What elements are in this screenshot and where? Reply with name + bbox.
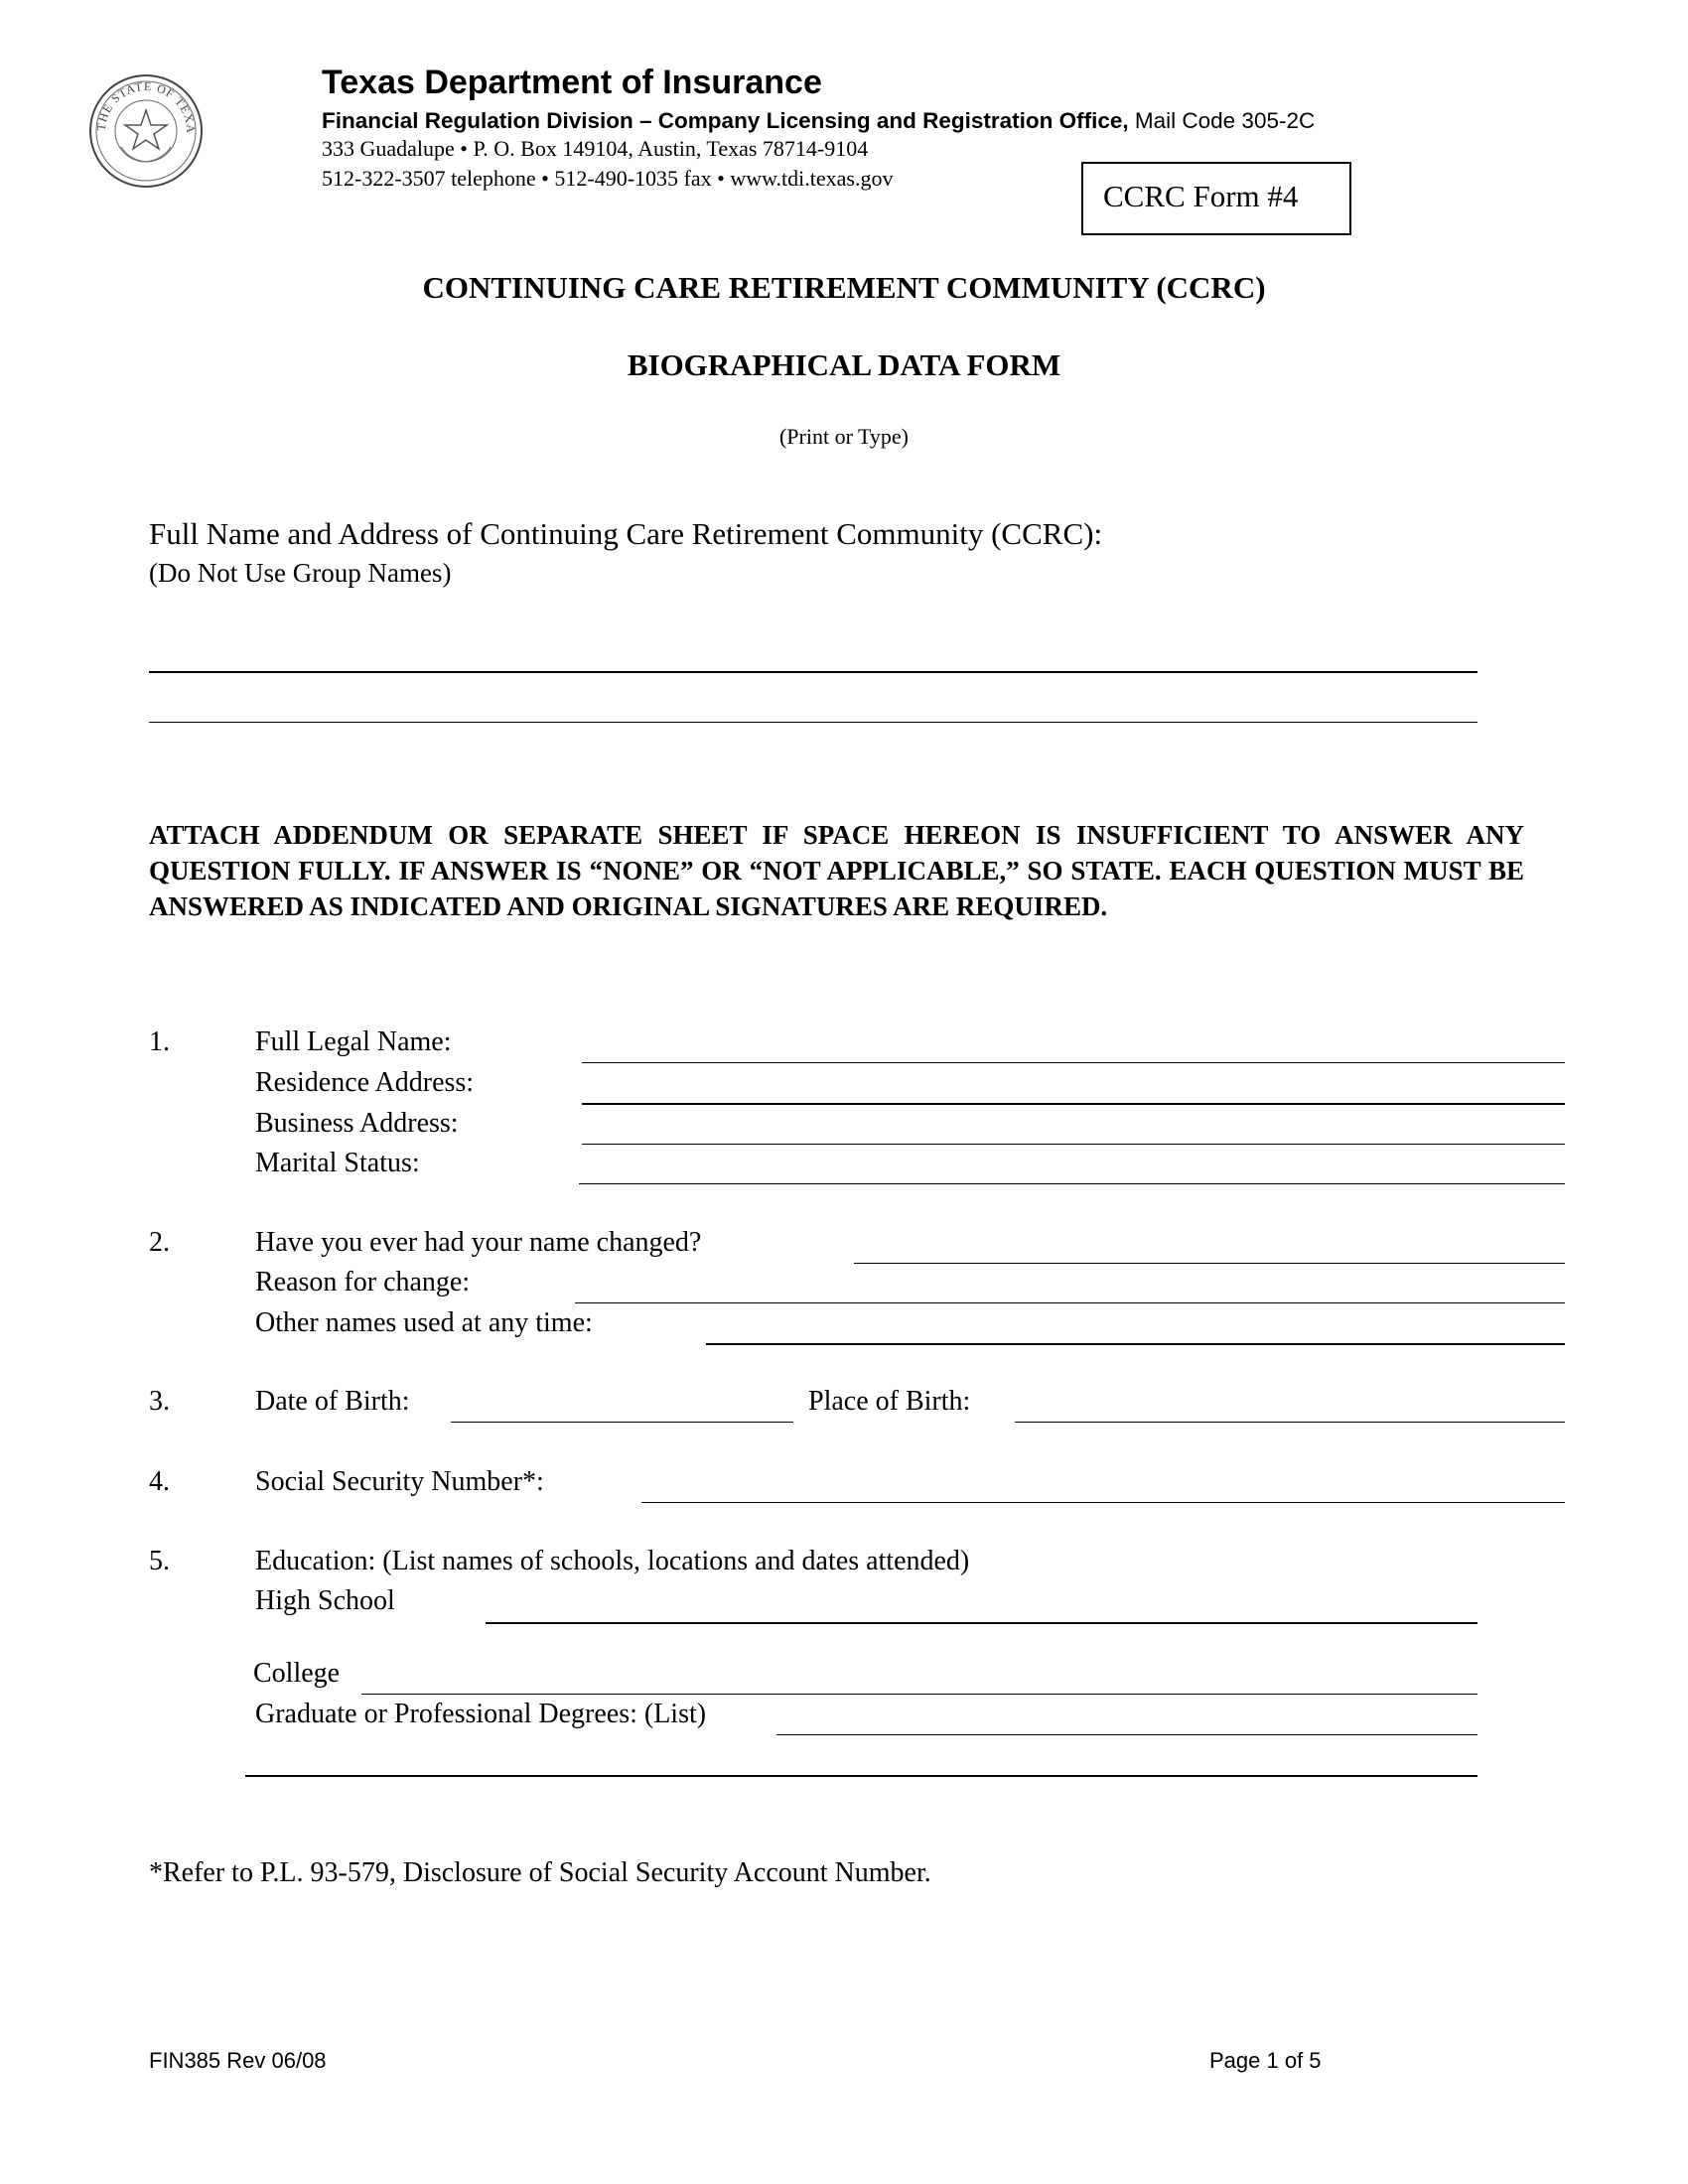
full-legal-name-label: Full Legal Name: [255,1026,452,1057]
place-of-birth-field[interactable] [1015,1397,1565,1421]
print-or-type-note: (Print or Type) [778,424,910,449]
name-changed-label: Have you ever had your name changed? [255,1227,702,1258]
date-of-birth-line [451,1422,793,1423]
form-code: FIN385 Rev 06/08 [149,2048,327,2073]
reason-for-change-field[interactable] [575,1278,1565,1301]
high-school-field[interactable] [486,1597,1477,1621]
ccrc-name-field[interactable] [149,646,1477,670]
ccrc-name-sublabel: (Do Not Use Group Names) [149,558,452,588]
place-of-birth-line [1015,1422,1565,1423]
full-legal-name-field[interactable] [582,1037,1565,1061]
marital-status-line [579,1183,1565,1184]
other-names-label: Other names used at any time: [255,1307,593,1338]
graduate-degrees-extra-field[interactable] [245,1750,1477,1774]
ccrc-address-line [149,722,1477,723]
college-label: College [253,1658,341,1689]
ssn-line [641,1502,1565,1503]
form-subtitle: BIOGRAPHICAL DATA FORM [627,347,1061,382]
agency-contact: 512-322-3507 telephone • 512-490-1035 fax • www.tdi.texas.gov [322,166,894,191]
agency-name: Texas Department of Insurance [322,64,822,101]
college-line [361,1694,1477,1695]
instructions: ATTACH ADDENDUM OR SEPARATE SHEET IF SPACE HEREON IS INSUFFICIENT TO ANSWER ANY QUESTION FULLY. IF ANSWER IS “NONE” OR “NOT APPLICABLE,” SO STATE. EACH QUESTION MUST BE ANSWERED AS INDICATED AND ORIGINAL SIGNATURES ARE REQUIRED. [149,820,1524,921]
page-number: Page 1 of 5 [1209,2048,1322,2073]
question-4-number: 4. [149,1466,170,1497]
graduate-degrees-field[interactable] [776,1709,1477,1733]
other-names-field[interactable] [706,1318,1565,1342]
date-of-birth-label: Date of Birth: [255,1386,410,1417]
ccrc-address-field[interactable] [149,697,1477,721]
place-of-birth-label: Place of Birth: [808,1386,971,1417]
date-of-birth-field[interactable] [451,1397,793,1421]
agency-address: 333 Guadalupe • P. O. Box 149104, Austin, Texas 78714-9104 [322,136,869,161]
form-title: CONTINUING CARE RETIREMENT COMMUNITY (CCRC) [422,270,1266,305]
business-address-label: Business Address: [255,1108,459,1139]
college-field[interactable] [361,1669,1477,1693]
seal-text: THE STATE OF TEXA [93,78,199,135]
other-names-line [706,1343,1565,1345]
question-3-number: 3. [149,1386,170,1417]
residence-address-field[interactable] [582,1078,1565,1102]
graduate-degrees-line [776,1734,1477,1735]
marital-status-field[interactable] [579,1159,1565,1182]
residence-address-line [582,1103,1565,1105]
agency-division [322,108,1315,134]
question-1-number: 1. [149,1026,170,1057]
business-address-field[interactable] [582,1119,1565,1143]
ccrc-name-label: Full Name and Address of Continuing Care Retirement Community (CCRC): [149,516,1103,551]
form-id: CCRC Form #4 [1103,179,1299,213]
reason-for-change-line [575,1302,1565,1303]
education-label: Education: (List names of schools, locations and dates attended) [255,1546,970,1576]
residence-address-label: Residence Address: [255,1067,475,1098]
division-name: Financial Regulation Division – Company Licensing and Registration Office, [322,108,1129,133]
ssn-footnote: *Refer to P.L. 93-579, Disclosure of Social Security Account Number. [149,1857,931,1888]
question-2-number: 2. [149,1227,170,1258]
form-id-box [1081,162,1351,235]
graduate-degrees-label: Graduate or Professional Degrees: (List) [255,1699,707,1729]
ccrc-name-line [149,671,1477,673]
mail-code: Mail Code 305-2C [1128,108,1316,133]
name-changed-line [854,1263,1565,1264]
name-changed-field[interactable] [854,1238,1565,1262]
high-school-line [486,1622,1477,1624]
full-legal-name-line [582,1062,1565,1063]
high-school-label: High School [255,1585,395,1616]
marital-status-label: Marital Status: [255,1148,420,1178]
business-address-line [582,1144,1565,1145]
texas-state-seal [87,72,205,190]
question-5-number: 5. [149,1546,170,1576]
ssn-field[interactable] [641,1477,1565,1501]
graduate-degrees-extra-line [245,1775,1477,1777]
ssn-label: Social Security Number*: [255,1466,544,1497]
reason-for-change-label: Reason for change: [255,1267,471,1297]
